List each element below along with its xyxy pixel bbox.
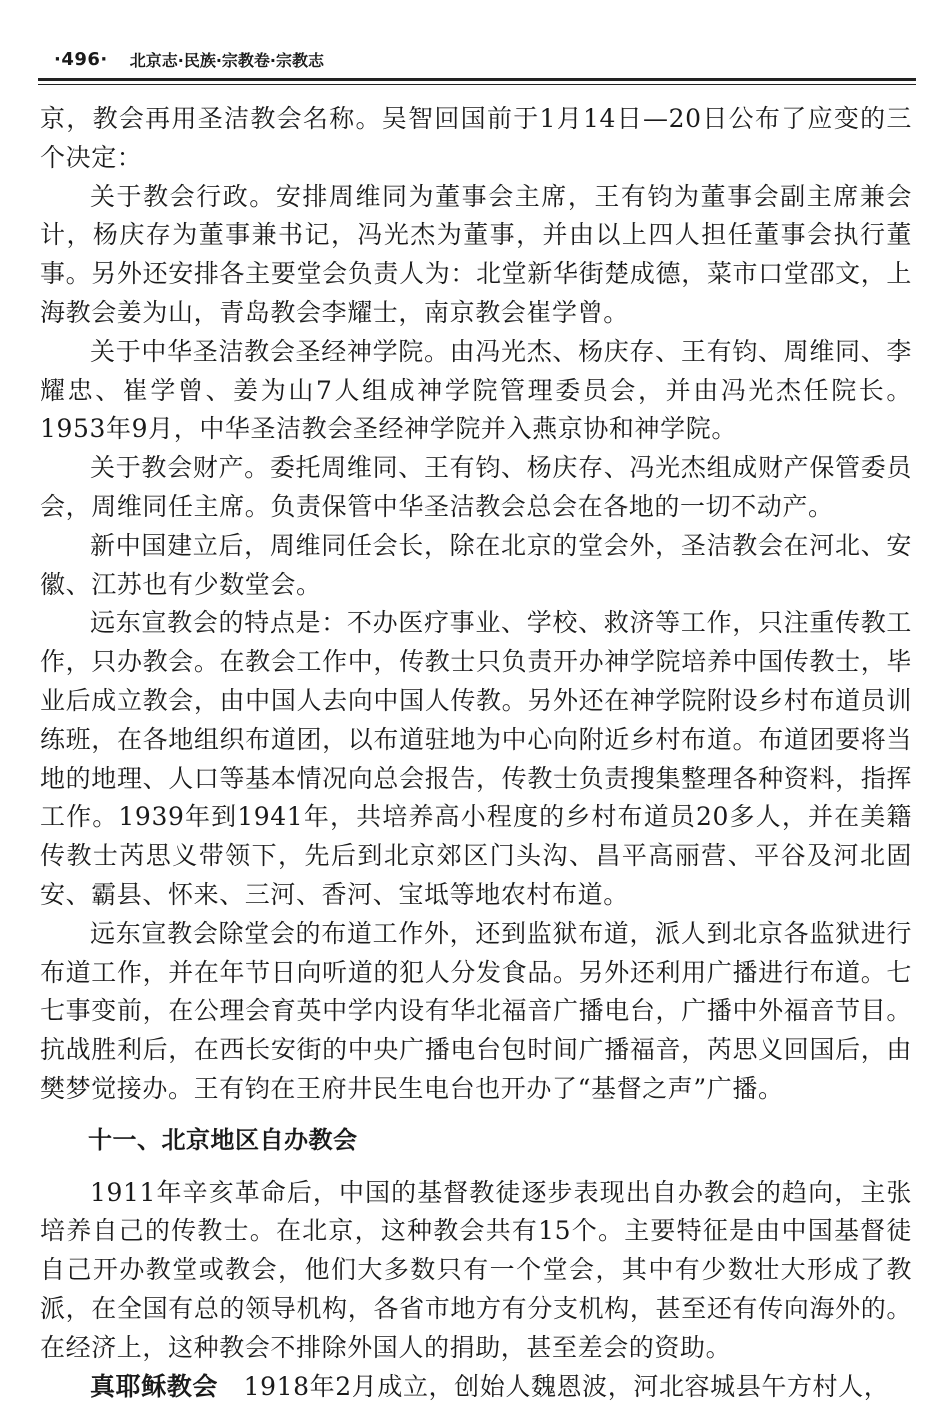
paragraph-continued: 京，教会再用圣洁教会名称。吴智回国前于1月14日—20日公布了应变的三个决定： (40, 100, 912, 178)
paragraph-church-property: 关于教会财产。委托周维同、王有钧、杨庆存、冯光杰组成财产保管委员会，周维同任主席。负责保管中华圣洁教会总会在各地的一切不动产。 (40, 449, 912, 527)
run-in-title: 真耶稣教会 (90, 1372, 218, 1401)
paragraph-church-administration: 关于教会行政。安排周维同为董事会主席，王有钧为董事会副主席兼会计，杨庆存为董事兼书记，冯光杰为董事，并由以上四人担任董事会执行董事。另外还安排各主要堂会负责人为：北堂新华街楚成德，菜市口堂邵文，上海教会姜为山，青岛教会李耀士，南京教会崔学曾。 (40, 178, 912, 333)
paragraph-after-1949: 新中国建立后，周维同任会长，除在北京的堂会外，圣洁教会在河北、安徽、江苏也有少数堂会。 (40, 527, 912, 605)
body-text (40, 100, 912, 1406)
paragraph-seminary: 关于中华圣洁教会圣经神学院。由冯光杰、杨庆存、王有钧、周维同、李耀忠、崔学曾、姜为山7人组成神学院管理委员会，并由冯光杰任院长。1953年9月，中华圣洁教会圣经神学院并入燕京协和神学院。 (40, 333, 912, 449)
paragraph-true-jesus-church (40, 1368, 912, 1406)
section-heading: 十一、北京地区自办教会 (40, 1121, 912, 1160)
header-rule-thick (38, 78, 916, 81)
page-number: ·496· (54, 49, 108, 70)
paragraph-prison-radio-mission: 远东宣教会除堂会的布道工作外，还到监狱布道，派人到北京各监狱进行布道工作，并在年节日向听道的犯人分发食品。另外还利用广播进行布道。七七事变前，在公理会育英中学内设有华北福音广播电台，广播中外福音节目。抗战胜利后，在西长安街的中央广播电台包时间广播福音，芮思义回国后，由樊梦觉接办。王有钧在王府井民生电台也开办了“基督之声”广播。 (40, 915, 912, 1109)
run-in-text: 1918年2月成立，创始人魏恩波，河北容城县午方村人， (218, 1372, 889, 1401)
running-header (40, 44, 920, 74)
paragraph-far-east-mission-features: 远东宣教会的特点是：不办医疗事业、学校、救济等工作，只注重传教工作，只办教会。在教会工作中，传教士只负责开办神学院培养中国传教士，毕业后成立教会，由中国人去向中国人传教。另外还在神学院附设乡村布道员训练班，在各地组织布道团，以布道驻地为中心向附近乡村布道。布道团要将当地的地理、人口等基本情况向总会报告，传教士负责搜集整理各种资料，指挥工作。1939年到1941年，共培养高小程度的乡村布道员20多人，并在美籍传教士芮思义带领下，先后到北京郊区门头沟、昌平高丽营、平谷及河北固安、霸县、怀来、三河、香河、宝坻等地农村布道。 (40, 604, 912, 914)
header-rule-thin (38, 84, 916, 85)
paragraph-independent-churches: 1911年辛亥革命后，中国的基督教徒逐步表现出自办教会的趋向，主张培养自己的传教士。在北京，这种教会共有15个。主要特征是由中国基督徒自己开办教堂或教会，他们大多数只有一个堂会，其中有少数壮大形成了教派，在全国有总的领导机构，各省市地方有分支机构，甚至还有传向海外的。在经济上，这种教会不排除外国人的捐助，甚至差会的资助。 (40, 1174, 912, 1368)
book-title: 北京志·民族·宗教卷·宗教志 (130, 48, 324, 71)
